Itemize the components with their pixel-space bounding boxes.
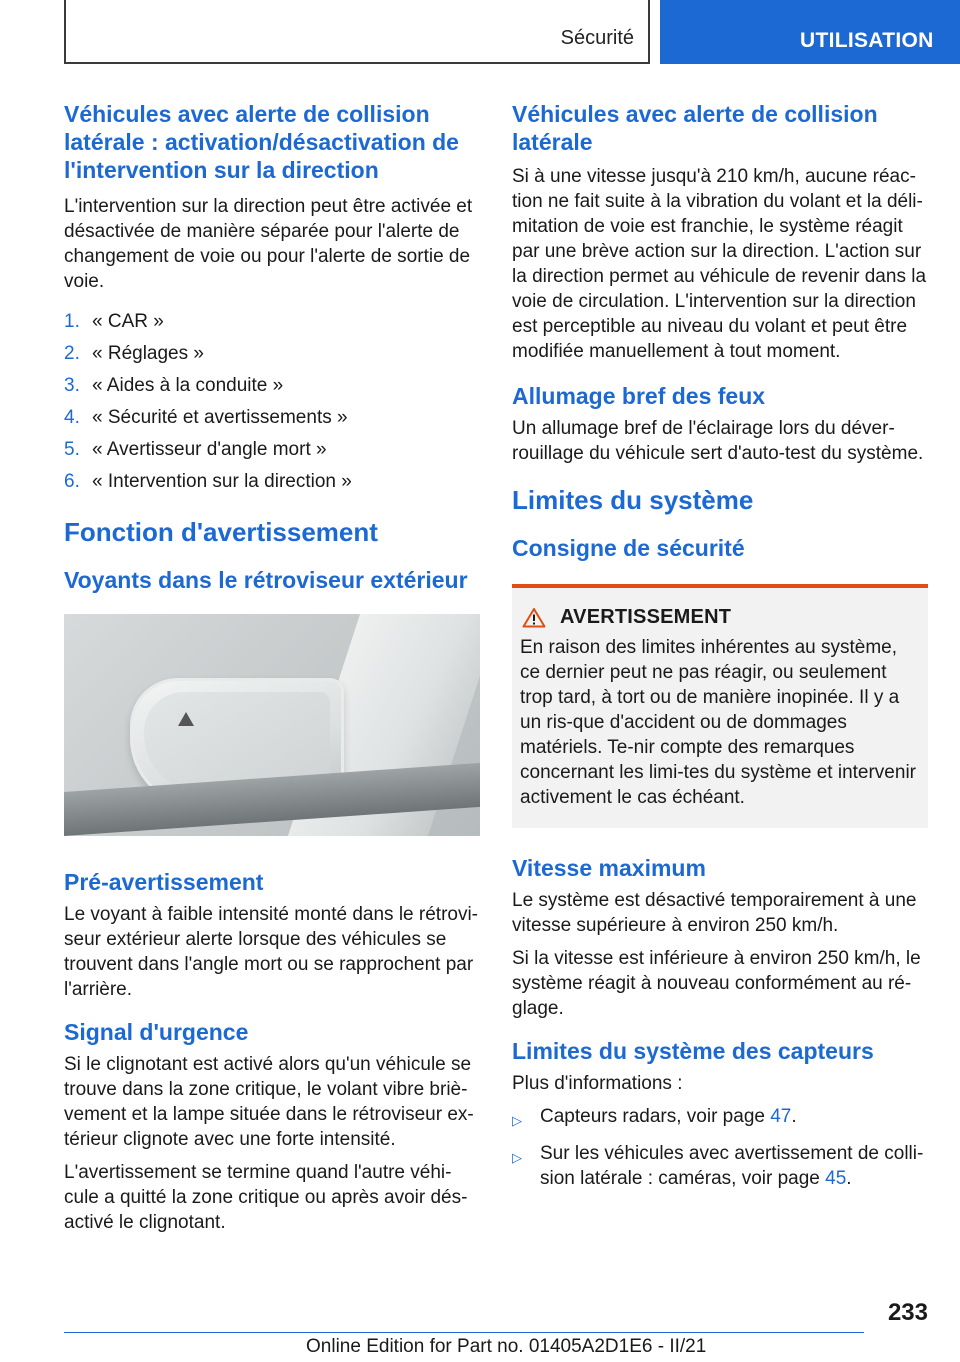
bullet-text <box>540 1141 928 1191</box>
paragraph-allumage: Un allumage bref de l'éclairage lors du déver-rouillage du véhicule sert d'auto-test du système. <box>512 418 924 464</box>
heading-preavertissement: Pré-avertissement <box>64 869 264 895</box>
warning-box <box>512 584 928 828</box>
heading-capteurs: Limites du système des capteurs <box>512 1038 874 1064</box>
paragraph-vitesse-1: Le système est désactivé temporairement à une vitesse supérieure à environ 250 km/h. <box>512 890 917 936</box>
blind-spot-warning-icon <box>178 712 194 726</box>
list-item <box>64 402 480 434</box>
bullet-triangle-icon: ▷ <box>512 1113 522 1128</box>
list-item <box>64 338 480 370</box>
page-link-47[interactable]: 47 <box>770 1106 792 1127</box>
bullet-text <box>540 1104 797 1133</box>
step-number: 3. <box>64 375 80 396</box>
bullet-label: Capteurs radars, voir page <box>540 1106 771 1127</box>
step-number: 5. <box>64 439 80 460</box>
capteurs-list <box>512 1104 928 1191</box>
list-item <box>512 1104 928 1133</box>
bullet-label: Sur les véhicules avec avertissement de colli-sion latérale : caméras, voir page <box>540 1143 924 1189</box>
paragraph-signal-urgence-1: Si le clignotant est activé alors qu'un véhicule se trouve dans la zone critique, le volant vibre briè-vement et la lampe située dans le rétroviseur ex-térieur clignote avec une forte intensité. <box>64 1054 474 1150</box>
step-number: 2. <box>64 343 80 364</box>
bullet-period: . <box>846 1168 852 1189</box>
step-number: 4. <box>64 407 80 428</box>
list-item <box>64 434 480 466</box>
paragraph-activation: L'intervention sur la direction peut être activée et désactivée de manière séparée pour l'alerte de changement de voie ou pour l'alerte de sortie de voie. <box>64 196 473 292</box>
bullet-triangle-icon: ▷ <box>512 1150 522 1165</box>
list-item <box>512 1141 928 1191</box>
heading-allumage: Allumage bref des feux <box>512 383 766 409</box>
paragraph-vehicules: Si à une vitesse jusqu'à 210 km/h, aucune réac-tion ne fait suite à la vibration du volant et la déli-mitation de voie est franchie, le système réagit par une brève action sur la direction. L'action sur la direction permet au véhicule de revenir dans la voie de circulation. L'intervention sur la direction est perceptible au niveau du volant et peut être modifiée manuellement à tout moment. <box>512 166 927 362</box>
page-link-45[interactable]: 45 <box>825 1168 847 1189</box>
paragraph-preavertissement: Le voyant à faible intensité monté dans le rétrovi-seur extérieur alerte lorsque des véhicules se trouvent dans l'angle mort ou se rapprochent par l'arrière. <box>64 904 479 1000</box>
warning-text: En raison des limites inhérentes au système, ce dernier peut ne pas réagir, ou seulement trop tard, à tort ou de manière inopinée. Il y a un ris-que d'accident ou de dommages matériels. Te-nir compte des remarques concernant les limi-tes du système et intervenir activement le cas échéant. <box>520 637 916 808</box>
step-text: « CAR » <box>92 311 164 332</box>
heading-fonction: Fonction d'avertissement <box>64 517 378 547</box>
mirror-photo <box>64 614 480 836</box>
steps-list <box>64 306 480 498</box>
heading-vehicules: Véhicules avec alerte de collision latérale <box>512 101 878 155</box>
list-item <box>64 306 480 338</box>
step-text: « Avertisseur d'angle mort » <box>92 439 327 460</box>
list-item <box>64 370 480 402</box>
warning-title: AVERTISSEMENT <box>560 606 732 628</box>
step-number: 1. <box>64 311 80 332</box>
heading-consigne: Consigne de sécurité <box>512 535 745 561</box>
header-section-title: Sécurité <box>560 27 634 49</box>
paragraph-signal-urgence-2: L'avertissement se termine quand l'autre véhi-cule a quitté la zone critique ou après avoir dés-activé le clignotant. <box>64 1162 468 1233</box>
list-item <box>64 466 480 498</box>
header-section-box <box>64 0 650 64</box>
left-column <box>64 100 480 1235</box>
paragraph-vitesse-2: Si la vitesse est inférieure à environ 250 km/h, le système réagit à nouveau conformément au ré-glage. <box>512 948 921 1019</box>
warning-triangle-icon <box>522 607 546 628</box>
footer-rule <box>64 1332 864 1333</box>
step-number: 6. <box>64 471 80 492</box>
heading-voyants: Voyants dans le rétroviseur extérieur <box>64 567 468 593</box>
footer-edition: Online Edition for Part no. 01405A2D1E6 - II/21 <box>306 1336 707 1357</box>
right-column <box>512 100 928 1191</box>
paragraph-capteurs: Plus d'informations : <box>512 1073 683 1094</box>
bullet-period: . <box>791 1106 797 1127</box>
step-text: « Sécurité et avertissements » <box>92 407 348 428</box>
step-text: « Intervention sur la direction » <box>92 471 352 492</box>
header-chapter-tab <box>660 0 960 64</box>
heading-signal-urgence: Signal d'urgence <box>64 1019 249 1045</box>
step-text: « Aides à la conduite » <box>92 375 284 396</box>
warning-header <box>520 606 920 629</box>
step-text: « Réglages » <box>92 343 204 364</box>
heading-activation: Véhicules avec alerte de collision latérale : activation/désactivation de l'intervention sur la direction <box>64 101 459 183</box>
header-chapter-title: UTILISATION <box>800 29 934 52</box>
heading-vitesse: Vitesse maximum <box>512 855 706 881</box>
heading-limites: Limites du système <box>512 485 754 515</box>
page-number: 233 <box>887 1299 928 1326</box>
